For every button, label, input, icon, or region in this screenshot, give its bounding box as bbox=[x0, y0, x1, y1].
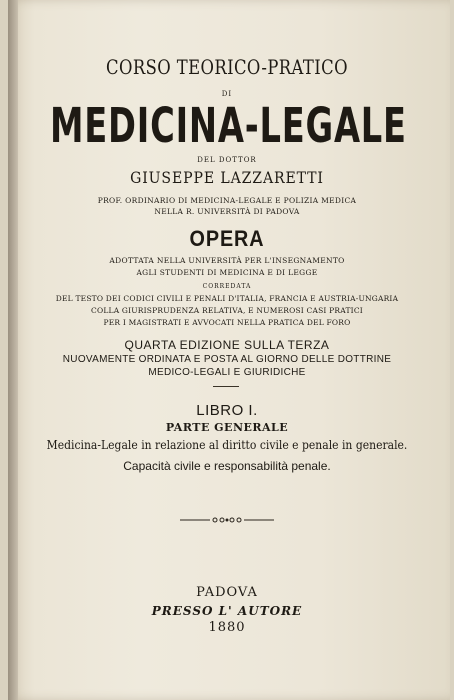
main-title: MEDICINA-LEGALE bbox=[49, 98, 407, 154]
connector-di: DI bbox=[221, 90, 233, 98]
adoption-line2: AGLI STUDENTI DI MEDICINA E DI LEGGE bbox=[136, 268, 318, 277]
author-name: GIUSEPPE LAZZARETTI bbox=[130, 168, 324, 187]
revision-line2: MEDICO-LEGALI E GIURIDICHE bbox=[148, 367, 306, 378]
edition-statement: QUARTA EDIZIONE SULLA TERZA bbox=[124, 338, 330, 352]
adoption-line1: ADOTTATA NELLA UNIVERSITÀ PER L'INSEGNAMENTO bbox=[109, 256, 345, 265]
revision-line1: NUOVAMENTE ORDINATA E POSTA AL GIORNO DELLE DOTTRINE bbox=[62, 354, 392, 365]
short-divider bbox=[213, 386, 239, 387]
corredata-label: CORREDATA bbox=[202, 283, 252, 290]
del-dottor: DEL DOTTOR bbox=[197, 156, 257, 164]
part-subject: Capacità civile e responsabilità penale. bbox=[123, 459, 331, 473]
author-title-line1: PROF. ORDINARIO DI MEDICINA-LEGALE E POLIZIA MEDICA bbox=[97, 196, 357, 205]
contents-line2: COLLA GIURISPRUDENZA RELATIVA, E NUMEROSI CASI PRATICI bbox=[91, 306, 363, 315]
publication-year: 1880 bbox=[208, 620, 246, 635]
opera-heading: OPERA bbox=[189, 226, 265, 251]
contents-line3: PER I MAGISTRATI E AVVOCATI NELLA PRATICA DEL FORO bbox=[103, 318, 351, 327]
part-heading: PARTE GENERALE bbox=[165, 421, 289, 434]
ornament-divider bbox=[180, 516, 274, 524]
author-title-line2: NELLA R. UNIVERSITÀ DI PADOVA bbox=[154, 207, 300, 216]
part-subtitle: Medicina-Legale in relazione al diritto civile e penale in generale. bbox=[46, 438, 408, 452]
series-title: CORSO TEORICO-PRATICO bbox=[106, 55, 348, 79]
contents-line1: DEL TESTO DEI CODICI CIVILI E PENALI D'ITALIA, FRANCIA E AUSTRIA-UNGARIA bbox=[55, 294, 399, 303]
publisher: PRESSO L' AUTORE bbox=[151, 604, 303, 618]
book-number: LIBRO I. bbox=[196, 402, 258, 419]
publication-city: PADOVA bbox=[196, 585, 258, 600]
